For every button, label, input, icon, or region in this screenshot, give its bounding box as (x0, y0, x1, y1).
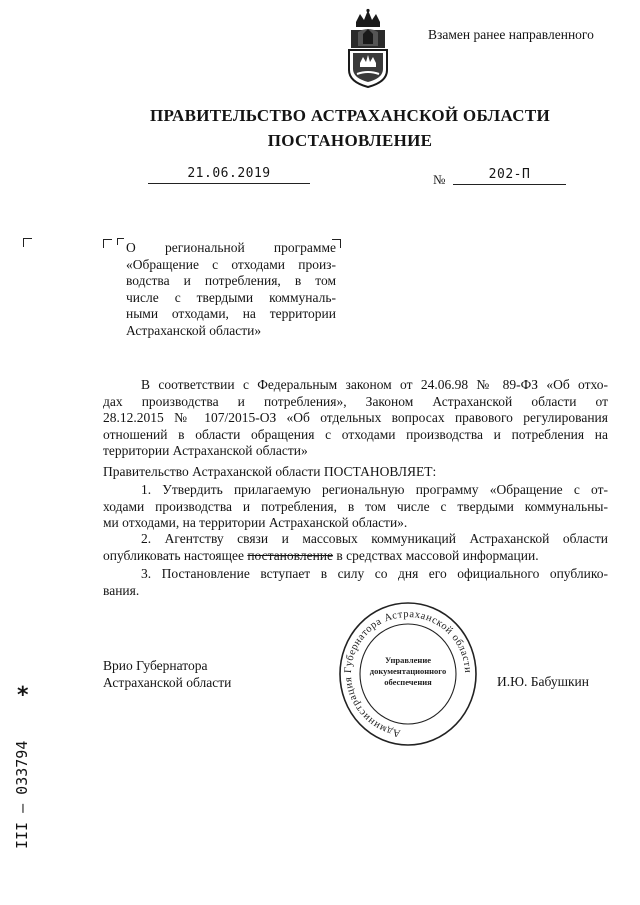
signatory-name: И.Ю. Бабушкин (497, 674, 590, 689)
item-3-line: 3. Постановление вступает в силу со дня его официального опублико- (141, 566, 608, 581)
number-sign: № (433, 172, 446, 187)
preamble-line: дах производства и потребления», Законом Астраханской области от (103, 393, 608, 409)
item-2-line: 2. Агентству связи и массовых коммуникаций Астраханской области (141, 531, 608, 546)
replacement-note: Взамен ранее направленного (428, 27, 594, 42)
item-3-line: вания. (103, 582, 140, 598)
preamble-paragraph (103, 377, 608, 460)
subject-line: Астраханской области» (126, 322, 262, 338)
subject-bracket-left-inner (117, 238, 124, 245)
margin-bracket-corner (23, 238, 32, 247)
preamble-line: 28.12.2015 № 107/2015-ОЗ «Об отдельных вопросах правового регулирования (103, 410, 608, 425)
organization-title: ПРАВИТЕЛЬСТВО АСТРАХАНСКОЙ ОБЛАСТИ (150, 106, 550, 125)
item-1-paragraph (103, 482, 608, 532)
margin-star-mark: * (17, 683, 29, 708)
margin-serial-code: ІІІ – 033794 (13, 740, 31, 849)
seal-inner-line-1: Управление (384, 655, 432, 665)
preamble-line: В соответствии с Федеральным законом от 24.06.98 № 89-ФЗ «Об отхо- (141, 377, 608, 392)
item-2-line-2 (103, 548, 608, 565)
resolve-statement (103, 464, 608, 481)
document-type-title: ПОСТАНОВЛЕНИЕ (267, 131, 433, 150)
preamble-line: территории Астраханской области» (103, 443, 308, 458)
item-2-end: в средствах массовой информации. (333, 547, 539, 563)
item-1-line: ми отходами, на территории Астраханской области». (103, 515, 408, 530)
seal-inner-line-3: обеспечения (384, 677, 432, 687)
document-number: 202-П (453, 167, 566, 185)
item-3-paragraph (103, 566, 608, 599)
preamble-line: отношений в области обращения с отходами производства и потребления на (103, 426, 608, 442)
subject-line: водства и потребления, в том (126, 273, 336, 288)
item-2-text: опубликовать настоящее (103, 547, 244, 563)
signatory-position (103, 657, 231, 691)
item-2-paragraph (103, 531, 608, 564)
signatory-position-line-2: Астраханской области (103, 675, 232, 690)
signatory-position-line-1: Врио Губернатора (103, 658, 208, 673)
document-subject (126, 240, 336, 339)
official-seal (337, 600, 479, 748)
resolve-line: Правительство Астраханской области ПОСТАНОВЛЯЕТ: (103, 464, 437, 479)
subject-line: числе с твердыми коммуналь- (126, 289, 336, 305)
subject-line: «Обращение с отходами произ- (126, 256, 336, 272)
item-1-line: ходами производства и потребления, в том числе с твердыми коммунальны- (103, 498, 608, 514)
seal-outer-text: Администрация Губернатора Астраханской области (342, 608, 474, 739)
subject-line: О региональной программе (126, 240, 336, 255)
seal-inner-line-2: документационного (369, 666, 447, 676)
subject-line: ными отходами, на территории (126, 306, 336, 321)
struck-word: постановление (247, 547, 334, 563)
item-1-line: 1. Утвердить прилагаемую региональную программу «Обращение с от- (141, 482, 608, 497)
astrakhan-coat-of-arms-icon (345, 8, 391, 88)
document-date: 21.06.2019 (148, 166, 310, 184)
subject-bracket-left (103, 239, 112, 248)
